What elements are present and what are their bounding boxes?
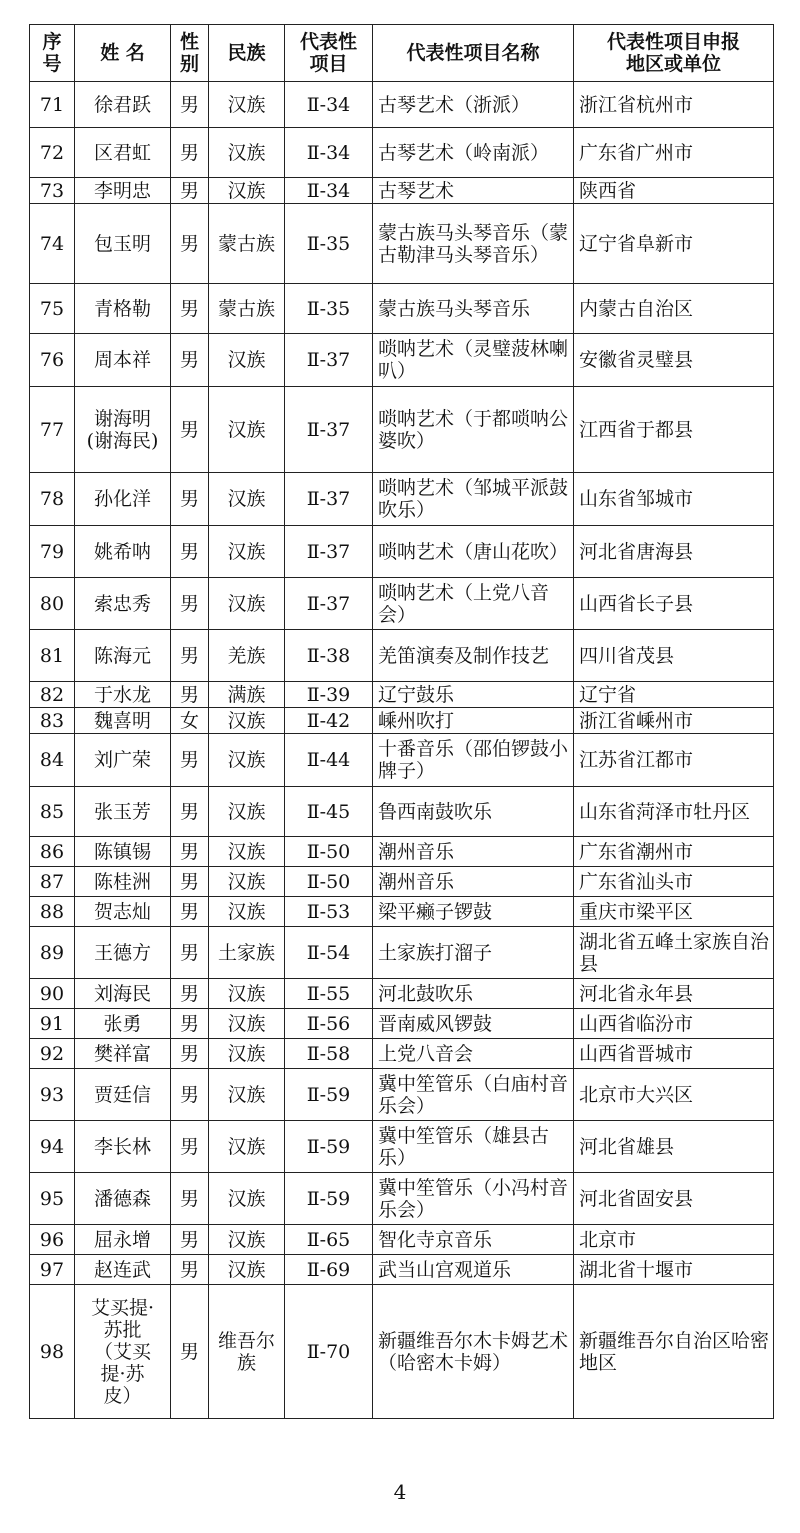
cell-sex: 男 — [171, 204, 209, 284]
cell-region: 山西省长子县 — [574, 578, 774, 630]
cell-region: 北京市 — [574, 1225, 774, 1255]
cell-region: 河北省唐海县 — [574, 526, 774, 578]
table-row — [30, 526, 774, 578]
cell-no: 78 — [30, 473, 75, 526]
cell-no: 88 — [30, 897, 75, 927]
cell-name: 艾买提· 苏批 （艾买 提·苏 皮） — [75, 1285, 171, 1419]
cell-name: 李长林 — [75, 1121, 171, 1173]
table-row — [30, 578, 774, 630]
cell-region: 四川省茂县 — [574, 630, 774, 682]
table-row — [30, 334, 774, 387]
cell-project: 梁平癞子锣鼓 — [373, 897, 574, 927]
cell-project: 上党八音会 — [373, 1039, 574, 1069]
cell-project: 潮州音乐 — [373, 867, 574, 897]
cell-region: 山东省邹城市 — [574, 473, 774, 526]
cell-name: 徐君跃 — [75, 82, 171, 128]
table-row — [30, 837, 774, 867]
cell-sex: 男 — [171, 1009, 209, 1039]
cell-code: Ⅱ-37 — [285, 526, 373, 578]
cell-project: 蒙古族马头琴音乐（蒙古勒津马头琴音乐） — [373, 204, 574, 284]
table-row — [30, 1039, 774, 1069]
cell-region: 重庆市梁平区 — [574, 897, 774, 927]
cell-no: 87 — [30, 867, 75, 897]
cell-name: 张玉芳 — [75, 787, 171, 837]
cell-sex: 男 — [171, 837, 209, 867]
cell-no: 91 — [30, 1009, 75, 1039]
cell-no: 79 — [30, 526, 75, 578]
cell-code: Ⅱ-35 — [285, 204, 373, 284]
cell-region: 辽宁省 — [574, 682, 774, 708]
cell-code: Ⅱ-53 — [285, 897, 373, 927]
table-row — [30, 897, 774, 927]
cell-sex: 男 — [171, 927, 209, 979]
cell-project: 冀中笙管乐（白庙村音乐会） — [373, 1069, 574, 1121]
cell-region: 山西省晋城市 — [574, 1039, 774, 1069]
cell-name: 于水龙 — [75, 682, 171, 708]
cell-project: 唢呐艺术（于都唢呐公婆吹） — [373, 387, 574, 473]
cell-no: 97 — [30, 1255, 75, 1285]
cell-sex: 男 — [171, 1069, 209, 1121]
cell-project: 鲁西南鼓吹乐 — [373, 787, 574, 837]
cell-code: Ⅱ-50 — [285, 867, 373, 897]
cell-project: 古琴艺术（浙派） — [373, 82, 574, 128]
cell-sex: 男 — [171, 1285, 209, 1419]
cell-name: 索忠秀 — [75, 578, 171, 630]
table-row — [30, 473, 774, 526]
cell-ethnic: 满族 — [209, 682, 285, 708]
header-project: 代表性项目名称 — [373, 25, 574, 82]
table-row — [30, 1285, 774, 1419]
cell-code: Ⅱ-34 — [285, 128, 373, 178]
cell-no: 89 — [30, 927, 75, 979]
cell-ethnic: 汉族 — [209, 334, 285, 387]
cell-no: 76 — [30, 334, 75, 387]
cell-region: 辽宁省阜新市 — [574, 204, 774, 284]
cell-project: 十番音乐（邵伯锣鼓小牌子） — [373, 734, 574, 787]
cell-code: Ⅱ-58 — [285, 1039, 373, 1069]
cell-code: Ⅱ-59 — [285, 1173, 373, 1225]
cell-project: 潮州音乐 — [373, 837, 574, 867]
table-row — [30, 682, 774, 708]
cell-sex: 男 — [171, 979, 209, 1009]
cell-sex: 男 — [171, 526, 209, 578]
cell-ethnic: 汉族 — [209, 1069, 285, 1121]
cell-project: 新疆维吾尔木卡姆艺术（哈密木卡姆） — [373, 1285, 574, 1419]
cell-name: 陈桂洲 — [75, 867, 171, 897]
header-code: 代表性项目 — [285, 25, 373, 82]
cell-no: 90 — [30, 979, 75, 1009]
cell-no: 73 — [30, 178, 75, 204]
cell-sex: 女 — [171, 708, 209, 734]
cell-ethnic: 汉族 — [209, 787, 285, 837]
cell-sex: 男 — [171, 734, 209, 787]
cell-region: 湖北省五峰土家族自治县 — [574, 927, 774, 979]
cell-region: 江苏省江都市 — [574, 734, 774, 787]
cell-sex: 男 — [171, 867, 209, 897]
cell-no: 81 — [30, 630, 75, 682]
cell-region: 河北省永年县 — [574, 979, 774, 1009]
cell-code: Ⅱ-34 — [285, 178, 373, 204]
cell-name: 区君虹 — [75, 128, 171, 178]
cell-code: Ⅱ-37 — [285, 578, 373, 630]
cell-project: 古琴艺术 — [373, 178, 574, 204]
cell-name: 屈永增 — [75, 1225, 171, 1255]
cell-project: 唢呐艺术（邹城平派鼓吹乐） — [373, 473, 574, 526]
cell-name: 魏喜明 — [75, 708, 171, 734]
cell-code: Ⅱ-37 — [285, 473, 373, 526]
cell-ethnic: 汉族 — [209, 1121, 285, 1173]
cell-sex: 男 — [171, 787, 209, 837]
table-row — [30, 734, 774, 787]
cell-ethnic: 汉族 — [209, 473, 285, 526]
table-row — [30, 708, 774, 734]
cell-code: Ⅱ-50 — [285, 837, 373, 867]
cell-project: 冀中笙管乐（雄县古乐） — [373, 1121, 574, 1173]
cell-project: 唢呐艺术（上党八音会） — [373, 578, 574, 630]
cell-region: 河北省雄县 — [574, 1121, 774, 1173]
cell-code: Ⅱ-39 — [285, 682, 373, 708]
cell-name: 孙化洋 — [75, 473, 171, 526]
cell-no: 72 — [30, 128, 75, 178]
table-row — [30, 630, 774, 682]
cell-name: 姚希呐 — [75, 526, 171, 578]
cell-name: 谢海明 (谢海民) — [75, 387, 171, 473]
cell-no: 75 — [30, 284, 75, 334]
cell-no: 84 — [30, 734, 75, 787]
cell-project: 唢呐艺术（唐山花吹） — [373, 526, 574, 578]
header-ethnic: 民族 — [209, 25, 285, 82]
cell-sex: 男 — [171, 284, 209, 334]
cell-code: Ⅱ-59 — [285, 1069, 373, 1121]
cell-ethnic: 汉族 — [209, 837, 285, 867]
cell-region: 陕西省 — [574, 178, 774, 204]
page-number: 4 — [393, 1480, 407, 1504]
table-row — [30, 1225, 774, 1255]
cell-no: 80 — [30, 578, 75, 630]
cell-name: 刘海民 — [75, 979, 171, 1009]
cell-ethnic: 汉族 — [209, 1009, 285, 1039]
cell-region: 浙江省嵊州市 — [574, 708, 774, 734]
cell-ethnic: 汉族 — [209, 979, 285, 1009]
cell-ethnic: 汉族 — [209, 897, 285, 927]
cell-sex: 男 — [171, 128, 209, 178]
cell-region: 北京市大兴区 — [574, 1069, 774, 1121]
cell-no: 96 — [30, 1225, 75, 1255]
cell-name: 张勇 — [75, 1009, 171, 1039]
cell-region: 安徽省灵璧县 — [574, 334, 774, 387]
table-row — [30, 927, 774, 979]
cell-ethnic: 汉族 — [209, 82, 285, 128]
cell-region: 新疆维吾尔自治区哈密地区 — [574, 1285, 774, 1419]
cell-region: 广东省汕头市 — [574, 867, 774, 897]
cell-name: 潘德森 — [75, 1173, 171, 1225]
cell-ethnic: 蒙古族 — [209, 204, 285, 284]
cell-no: 93 — [30, 1069, 75, 1121]
cell-project: 嵊州吹打 — [373, 708, 574, 734]
cell-no: 85 — [30, 787, 75, 837]
cell-code: Ⅱ-37 — [285, 387, 373, 473]
cell-ethnic: 汉族 — [209, 867, 285, 897]
cell-region: 广东省广州市 — [574, 128, 774, 178]
cell-project: 辽宁鼓乐 — [373, 682, 574, 708]
heritage-inheritors-table — [29, 24, 774, 1419]
table-row — [30, 1069, 774, 1121]
cell-project: 古琴艺术（岭南派） — [373, 128, 574, 178]
cell-name: 包玉明 — [75, 204, 171, 284]
cell-name: 王德方 — [75, 927, 171, 979]
cell-code: Ⅱ-45 — [285, 787, 373, 837]
cell-ethnic: 汉族 — [209, 526, 285, 578]
cell-code: Ⅱ-44 — [285, 734, 373, 787]
cell-sex: 男 — [171, 897, 209, 927]
cell-sex: 男 — [171, 82, 209, 128]
header-no: 序号 — [30, 25, 75, 82]
cell-sex: 男 — [171, 1255, 209, 1285]
header-region: 代表性项目申报地区或单位 — [574, 25, 774, 82]
cell-ethnic: 汉族 — [209, 1039, 285, 1069]
cell-region: 山西省临汾市 — [574, 1009, 774, 1039]
cell-region: 山东省菏泽市牡丹区 — [574, 787, 774, 837]
cell-ethnic: 汉族 — [209, 734, 285, 787]
cell-no: 83 — [30, 708, 75, 734]
table-row — [30, 178, 774, 204]
table-header-row — [30, 25, 774, 82]
cell-ethnic: 汉族 — [209, 1255, 285, 1285]
table-row — [30, 82, 774, 128]
cell-ethnic: 维吾尔族 — [209, 1285, 285, 1419]
cell-project: 冀中笙管乐（小冯村音乐会） — [373, 1173, 574, 1225]
cell-ethnic: 汉族 — [209, 178, 285, 204]
cell-region: 内蒙古自治区 — [574, 284, 774, 334]
cell-sex: 男 — [171, 387, 209, 473]
cell-sex: 男 — [171, 630, 209, 682]
cell-region: 广东省潮州市 — [574, 837, 774, 867]
cell-project: 蒙古族马头琴音乐 — [373, 284, 574, 334]
cell-no: 98 — [30, 1285, 75, 1419]
cell-sex: 男 — [171, 682, 209, 708]
table-row — [30, 204, 774, 284]
table-row — [30, 387, 774, 473]
cell-ethnic: 汉族 — [209, 1173, 285, 1225]
cell-code: Ⅱ-56 — [285, 1009, 373, 1039]
table-row — [30, 284, 774, 334]
header-sex: 性别 — [171, 25, 209, 82]
cell-sex: 男 — [171, 334, 209, 387]
table-row — [30, 1121, 774, 1173]
cell-sex: 男 — [171, 473, 209, 526]
cell-region: 湖北省十堰市 — [574, 1255, 774, 1285]
cell-sex: 男 — [171, 1039, 209, 1069]
cell-region: 江西省于都县 — [574, 387, 774, 473]
cell-project: 晋南威风锣鼓 — [373, 1009, 574, 1039]
cell-ethnic: 汉族 — [209, 578, 285, 630]
table-row — [30, 1009, 774, 1039]
cell-project: 羌笛演奏及制作技艺 — [373, 630, 574, 682]
table-row — [30, 1255, 774, 1285]
cell-project: 武当山宫观道乐 — [373, 1255, 574, 1285]
cell-sex: 男 — [171, 1173, 209, 1225]
cell-name: 贾廷信 — [75, 1069, 171, 1121]
cell-no: 74 — [30, 204, 75, 284]
cell-project: 智化寺京音乐 — [373, 1225, 574, 1255]
table-row — [30, 979, 774, 1009]
cell-code: Ⅱ-38 — [285, 630, 373, 682]
cell-name: 贺志灿 — [75, 897, 171, 927]
cell-name: 刘广荣 — [75, 734, 171, 787]
cell-no: 71 — [30, 82, 75, 128]
cell-code: Ⅱ-55 — [285, 979, 373, 1009]
cell-name: 李明忠 — [75, 178, 171, 204]
header-name: 姓 名 — [75, 25, 171, 82]
cell-name: 赵连武 — [75, 1255, 171, 1285]
cell-name: 樊祥富 — [75, 1039, 171, 1069]
cell-ethnic: 汉族 — [209, 387, 285, 473]
table-row — [30, 787, 774, 837]
table-row — [30, 128, 774, 178]
cell-name: 周本祥 — [75, 334, 171, 387]
cell-no: 82 — [30, 682, 75, 708]
cell-code: Ⅱ-65 — [285, 1225, 373, 1255]
cell-region: 浙江省杭州市 — [574, 82, 774, 128]
cell-no: 86 — [30, 837, 75, 867]
cell-ethnic: 汉族 — [209, 128, 285, 178]
cell-project: 河北鼓吹乐 — [373, 979, 574, 1009]
cell-name: 陈镇锡 — [75, 837, 171, 867]
cell-sex: 男 — [171, 578, 209, 630]
cell-project: 土家族打溜子 — [373, 927, 574, 979]
cell-code: Ⅱ-69 — [285, 1255, 373, 1285]
cell-code: Ⅱ-59 — [285, 1121, 373, 1173]
cell-ethnic: 土家族 — [209, 927, 285, 979]
table-row — [30, 1173, 774, 1225]
cell-region: 河北省固安县 — [574, 1173, 774, 1225]
cell-code: Ⅱ-54 — [285, 927, 373, 979]
cell-no: 77 — [30, 387, 75, 473]
cell-sex: 男 — [171, 178, 209, 204]
cell-ethnic: 蒙古族 — [209, 284, 285, 334]
table-row — [30, 867, 774, 897]
cell-code: Ⅱ-34 — [285, 82, 373, 128]
cell-sex: 男 — [171, 1121, 209, 1173]
cell-ethnic: 汉族 — [209, 1225, 285, 1255]
cell-code: Ⅱ-70 — [285, 1285, 373, 1419]
cell-no: 94 — [30, 1121, 75, 1173]
cell-sex: 男 — [171, 1225, 209, 1255]
cell-name: 青格勒 — [75, 284, 171, 334]
cell-no: 95 — [30, 1173, 75, 1225]
cell-no: 92 — [30, 1039, 75, 1069]
cell-code: Ⅱ-35 — [285, 284, 373, 334]
table-body — [30, 82, 774, 1419]
cell-name: 陈海元 — [75, 630, 171, 682]
cell-project: 唢呐艺术（灵璧菠林喇叭） — [373, 334, 574, 387]
cell-code: Ⅱ-37 — [285, 334, 373, 387]
cell-code: Ⅱ-42 — [285, 708, 373, 734]
cell-ethnic: 羌族 — [209, 630, 285, 682]
cell-ethnic: 汉族 — [209, 708, 285, 734]
